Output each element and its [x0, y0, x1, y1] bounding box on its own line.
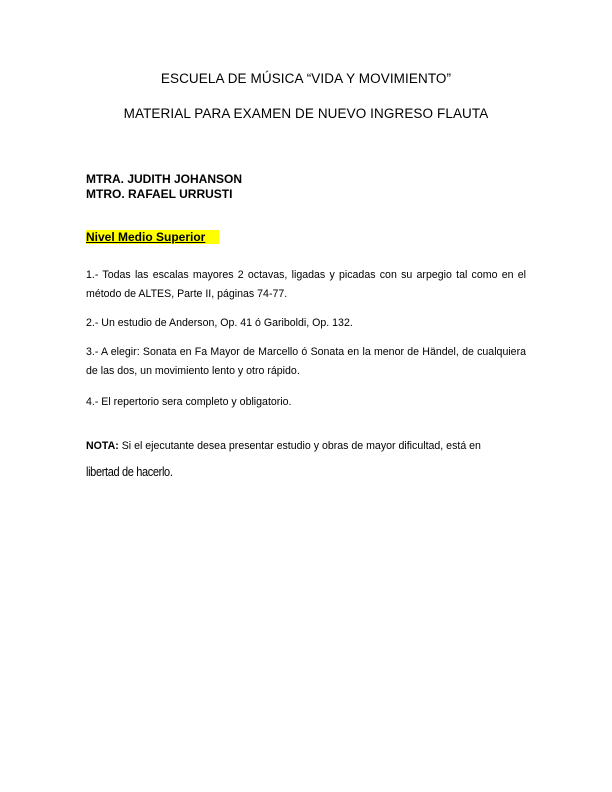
note-label: NOTA:: [86, 440, 119, 452]
requirement-item-3: 3.- A elegir: Sonata en Fa Mayor de Marcello ó Sonata en la menor de Händel, de cualquiera de las dos, un movimiento lento y otro rápido.: [86, 346, 526, 377]
note-text: Si el ejecutante desea presentar estudio y obras de mayor dificultad, está en: [118, 440, 481, 452]
note-paragraph: [86, 437, 526, 456]
teachers-block: [86, 172, 242, 202]
requirement-item-4: 4.- El repertorio sera completo y obligatorio.: [86, 396, 292, 408]
level-heading: Nivel Medio Superior: [86, 230, 219, 244]
requirement-item-2: 2.- Un estudio de Anderson, Op. 41 ó Gariboldi, Op. 132.: [86, 317, 353, 329]
note-tail: libertad de hacerlo.: [86, 465, 173, 479]
document-subject: MATERIAL PARA EXAMEN DE NUEVO INGRESO FLAUTA: [123, 106, 489, 121]
teacher-name: MTRO. RAFAEL URRUSTI: [86, 187, 233, 201]
requirement-item-1: 1.- Todas las escalas mayores 2 octavas, ligadas y picadas con su arpegio tal como en el método de ALTES, Parte II, páginas 74-77.: [86, 269, 526, 300]
school-title: ESCUELA DE MÚSICA “VIDA Y MOVIMIENTO”: [160, 71, 452, 86]
teacher-name: MTRA. JUDITH JOHANSON: [86, 172, 243, 186]
